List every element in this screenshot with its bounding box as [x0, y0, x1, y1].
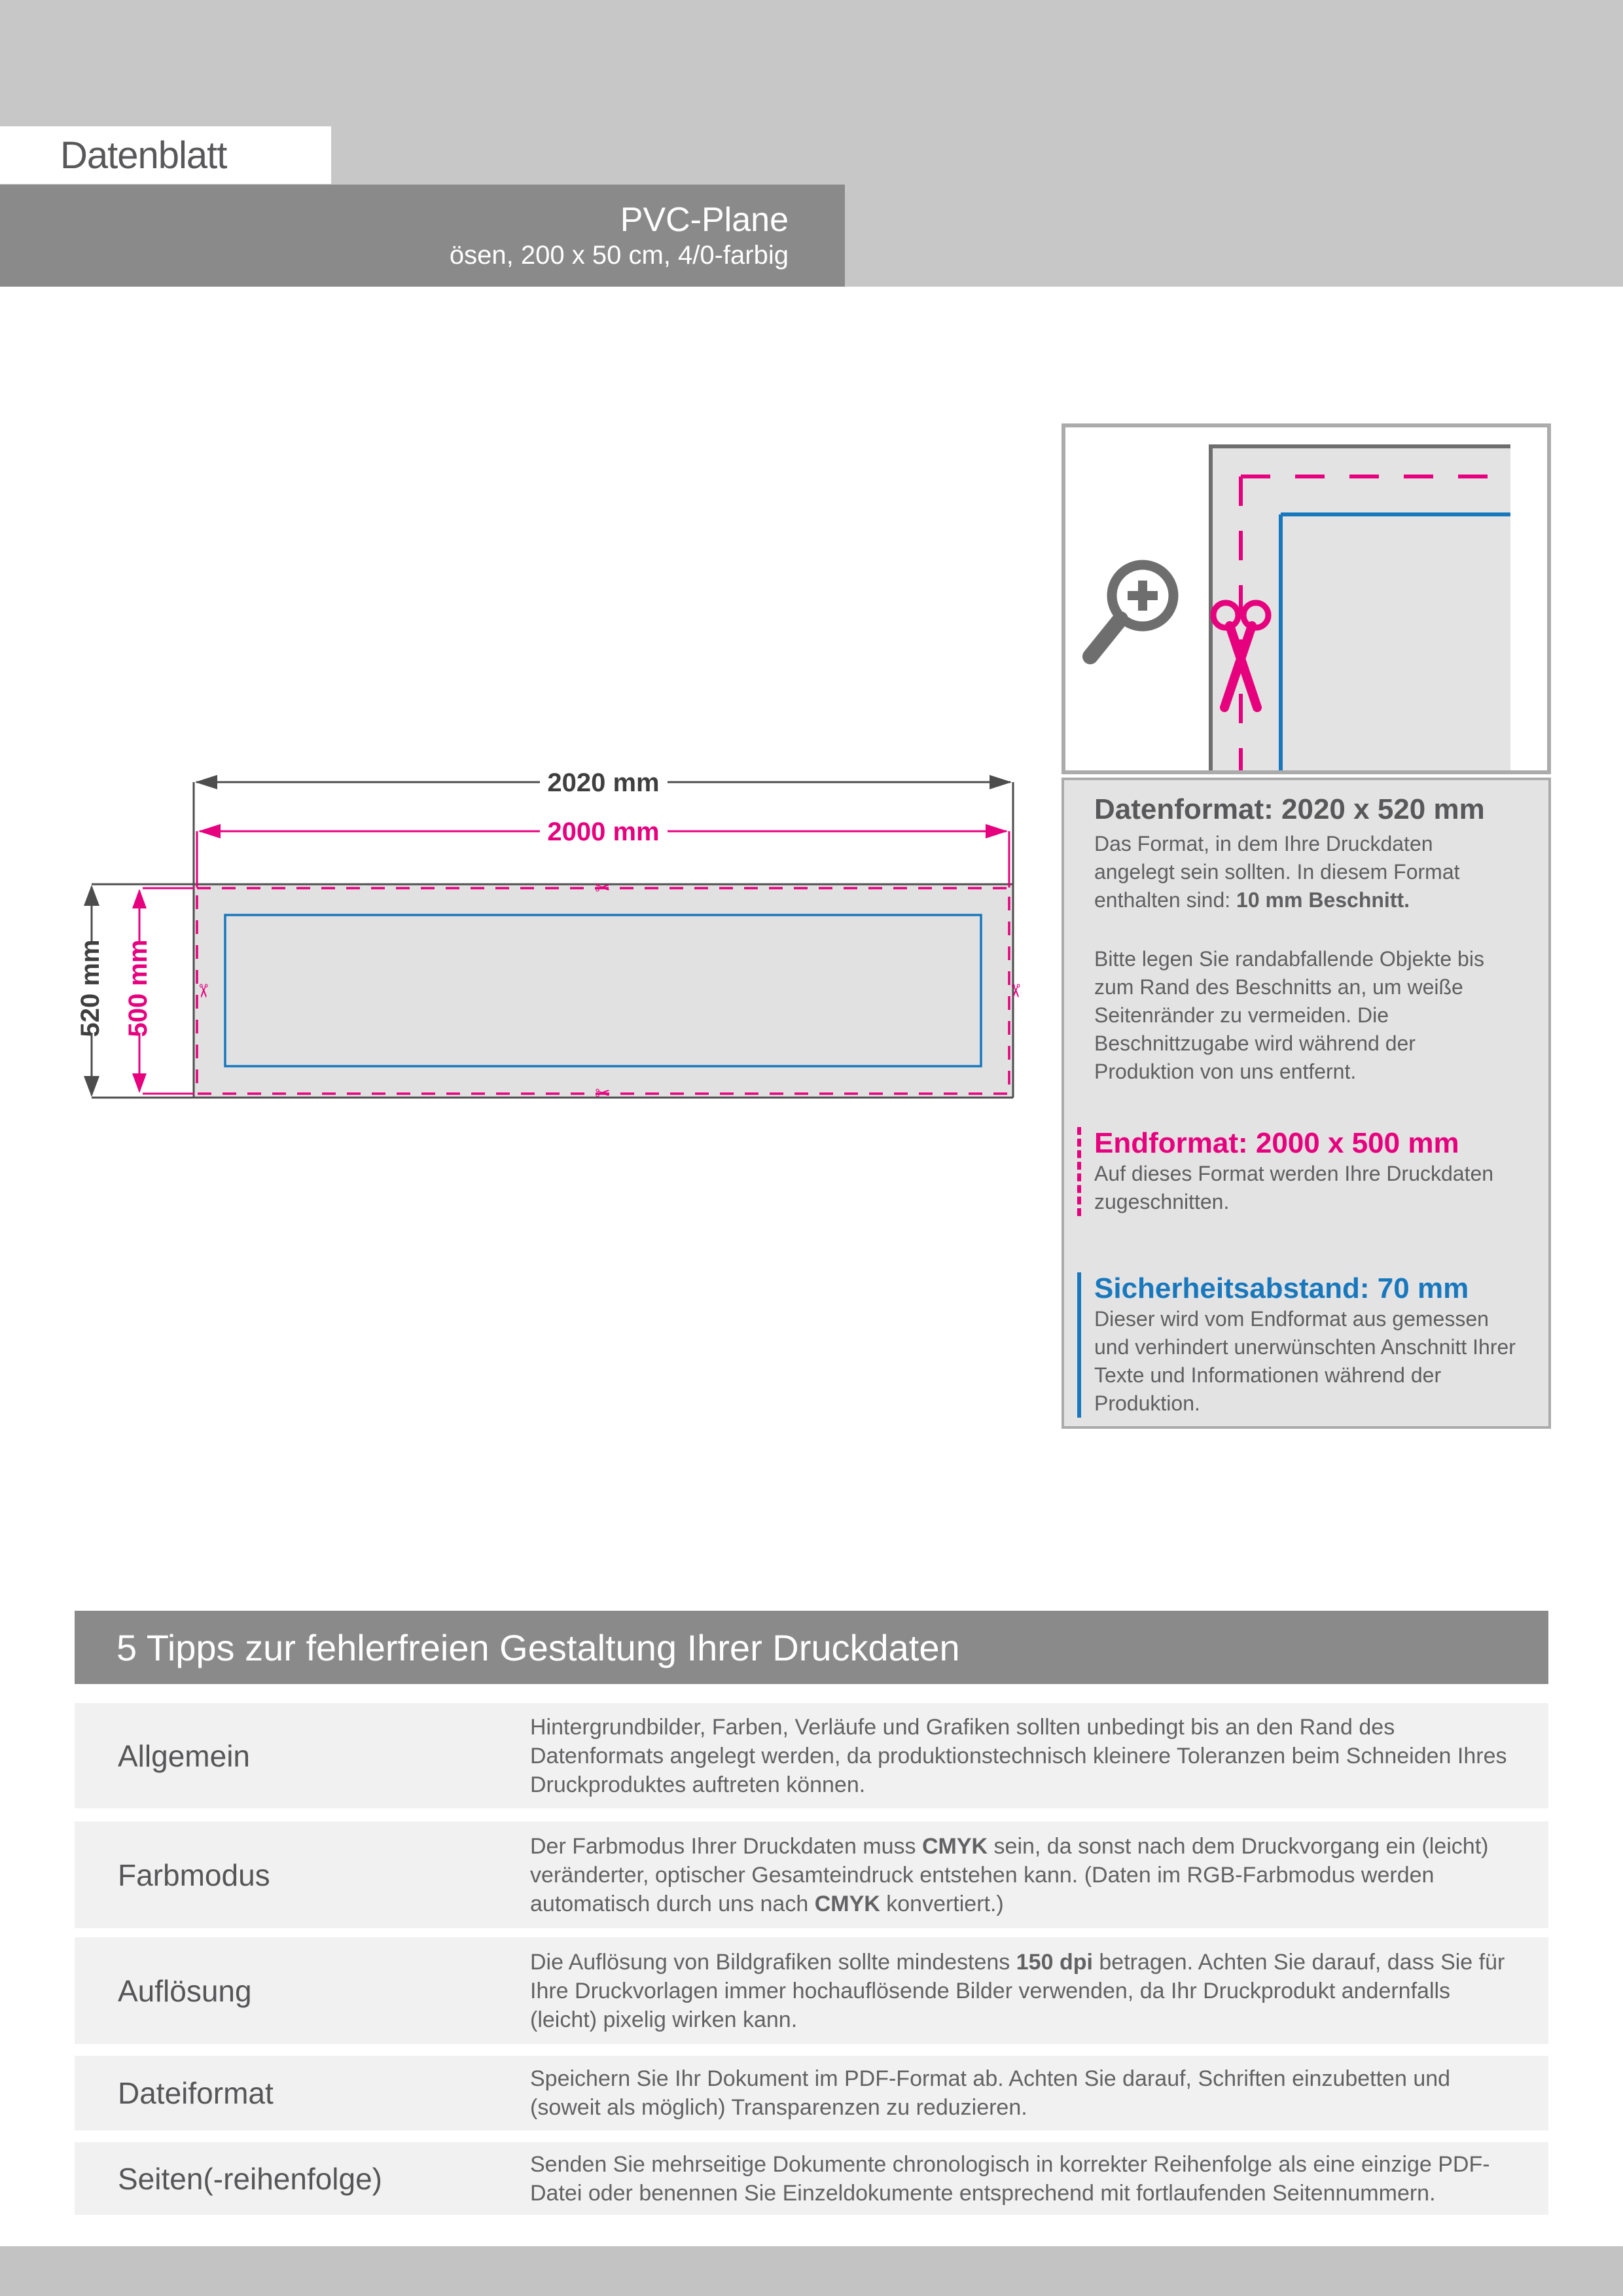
sicherheitsabstand-text: Dieser wird vom Endformat aus gemessen und verhindert unerwünschten Anschnitt Ihrer Texte und Informationen während der Produktion.	[1094, 1307, 1516, 1415]
scissors-icon: ✂	[595, 1083, 611, 1103]
format-diagram	[0, 746, 1113, 1139]
product-banner	[0, 185, 845, 287]
dimension-outer-width	[195, 768, 1012, 797]
tip-description: Senden Sie mehrseitige Dokumente chronologisch in korrekter Reihenfolge als eine einzige PDF-Datei oder benennen Sie Einzeldokumente entsprechend mit fortlaufenden Seitennummern.	[530, 2151, 1490, 2206]
endformat-section	[1077, 1127, 1520, 1216]
tip-row-farbmodus	[75, 1821, 1548, 1928]
tip-description: Der Farbmodus Ihrer Druckdaten muss CMYK sein, da sonst nach dem Druckvorgang ein (leicht) veränderter, optischer Gesamteindruck entstehen kann. (Daten im RGB-Farbmodus werden automatisch durch uns nach CMYK konvertiert.)	[530, 1833, 1489, 1916]
outer-height-label: 520 mm	[76, 939, 105, 1037]
product-subtitle: ösen, 200 x 50 cm, 4/0-farbig	[449, 241, 789, 270]
sheet-label: Datenblatt	[60, 134, 227, 177]
tip-label: Dateiformat	[118, 2076, 274, 2110]
sicherheitsabstand-section	[1077, 1272, 1520, 1418]
scissors-icon: ✂	[595, 878, 611, 898]
dimension-outer-height	[76, 885, 105, 1097]
tip-row-seitenreihenfolge	[75, 2142, 1548, 2215]
dimension-trim-height	[124, 888, 194, 1094]
trim-width-label: 2000 mm	[547, 817, 660, 846]
tip-row-dateiformat	[75, 2056, 1548, 2130]
datenformat-text: Das Format, in dem Ihre Druckdaten angelegt sein sollten. In diesem Format enthalten sind: 10 mm Beschnitt.	[1094, 832, 1460, 912]
tip-label: Allgemein	[118, 1738, 250, 1773]
product-title: PVC-Plane	[620, 201, 789, 239]
tip-row-allgemein	[75, 1703, 1548, 1808]
arrowhead-left-icon	[195, 775, 217, 789]
info-panel	[1061, 778, 1551, 1429]
sheet-label-box	[0, 126, 331, 184]
datenformat-text-2: Bitte legen Sie randabfallende Objekte bis zum Rand des Beschnitts an, um weiße Seitenränder zu vermeiden. Die Beschnittzugabe wird während der Produktion von uns entfernt.	[1094, 947, 1484, 1083]
datenformat-title: Datenformat: 2020 x 520 mm	[1094, 793, 1485, 825]
detail-zoom-box	[1061, 423, 1551, 774]
endformat-title: Endformat: 2000 x 500 mm	[1094, 1127, 1459, 1159]
sicherheitsabstand-title: Sicherheitsabstand: 70 mm	[1094, 1272, 1469, 1304]
tip-description: Hintergrundbilder, Farben, Verläufe und Grafiken sollten unbedingt bis an den Rand des Datenformats angelegt werden, da produktionstechnisch kleinere Toleranzen beim Schneiden Ihres Druckproduktes auftreten können.	[530, 1714, 1507, 1797]
tips-header-bar	[75, 1611, 1548, 1684]
tip-label: Farbmodus	[118, 1857, 270, 1892]
detail-zoom-illustration	[1065, 427, 1547, 770]
trim-height-label: 500 mm	[124, 939, 152, 1037]
arrowhead-right-icon	[990, 775, 1012, 789]
outer-width-label: 2020 mm	[547, 768, 660, 797]
zoom-in-icon	[1090, 565, 1173, 656]
tip-label: Seiten(-reihenfolge)	[118, 2161, 383, 2196]
scissors-icon: ✂	[193, 983, 213, 999]
tip-label: Auflösung	[118, 1973, 252, 2008]
dimension-trim-width	[197, 817, 1009, 888]
tip-description: Die Auflösung von Bildgrafiken sollte mindestens 150 dpi betragen. Achten Sie darauf, dass Sie für Ihre Druckvorlagen immer hochauflösende Bilder verwenden, da Ihr Druckprodukt andernfalls (leicht) pixelig wirken kann.	[530, 1949, 1505, 2032]
scissors-icon: ✂	[1005, 983, 1026, 999]
tip-description: Speichern Sie Ihr Dokument im PDF-Format ab. Achten Sie darauf, Schriften einzubetten und (soweit als möglich) Transparenzen zu reduzieren.	[530, 2066, 1451, 2120]
footer-band	[0, 2246, 1623, 2296]
tips-header-title: 5 Tipps zur fehlerfreien Gestaltung Ihrer Druckdaten	[116, 1626, 960, 1668]
endformat-text: Auf dieses Format werden Ihre Druckdaten zugeschnitten.	[1094, 1162, 1494, 1213]
tip-row-aufloesung	[75, 1937, 1548, 2044]
